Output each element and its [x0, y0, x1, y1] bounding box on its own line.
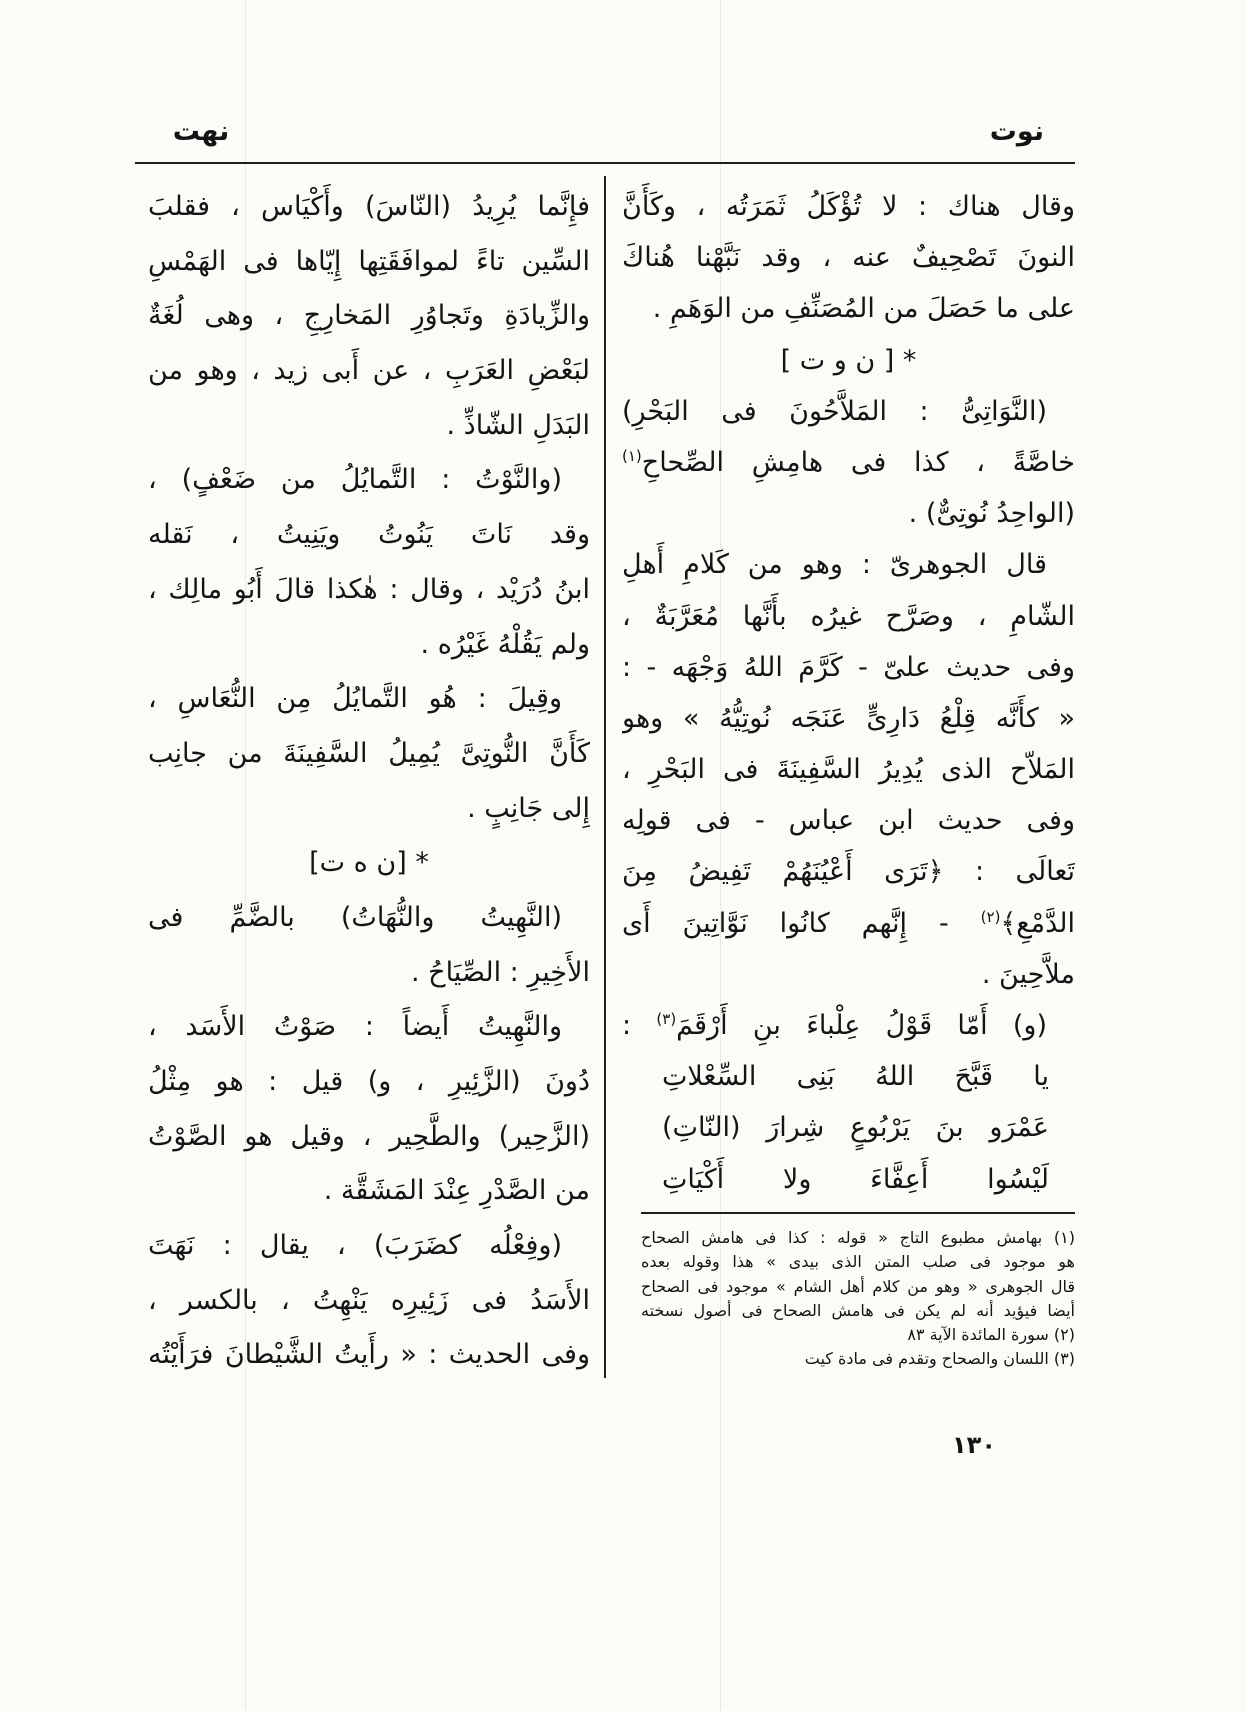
text-line: (وفِعْلُه كضَرَبَ) ، يقال : نَهَتَ: [148, 1230, 562, 1262]
text-line: ملاَّحِينَ .: [981, 958, 1075, 990]
text-line: لبَعْضِ العَرَبِ ، عن أَبى زيد ، وهو من: [148, 355, 590, 387]
footnote-line: (١) بهامش مطبوع التاج « قوله : كذا فى هامش الصحاح: [641, 1228, 1075, 1247]
text-line: ولم يَقُلْهُ غَيْرُه .: [420, 628, 590, 660]
footnote-line: (٣) اللسان والصحاح وتقدم فى مادة كيت: [804, 1349, 1075, 1369]
text-segment: خاصَّةً ، كذا فى هامِشِ الصِّحاحِ: [641, 446, 1075, 478]
text-segment: الدَّمْعِ﴾: [1000, 907, 1075, 939]
text-line: فإِنَّما يُرِيدُ (النّاسَ) وأَكْيَاس ، فقلبَ: [148, 191, 590, 222]
text-line: (الزَّحِير) والطَّحِير ، وقيل هو الصَّوْتُ: [148, 1120, 590, 1152]
footnotes: [641, 1226, 1075, 1372]
verse-line: يا قَبَّحَ اللهُ بَنِى السِّعْلاتِ: [662, 1061, 1049, 1093]
verse-line: لَيْسُوا أَعِفَّاءَ ولا أَكْيَاتِ: [662, 1163, 1049, 1195]
text-line: على ما حَصَلَ من المُصَنِّفِ من الوَهَمِ .: [652, 293, 1075, 325]
text-line: وقال هناك : لا تُؤْكَلُ ثَمَرَتُه ، وكَأَنَّ: [622, 191, 1075, 222]
footnote-marker: (٣): [656, 1010, 677, 1028]
text-line: (النَّوَاتِىُّ : المَلاَّحُونَ فى البَحْرِ): [622, 395, 1047, 427]
text-line: (الواحِدُ نُوتِىٌّ) .: [908, 498, 1075, 530]
text-line: السِّين تاءً لموافَقَتِها إِيّاها فى الهَمْسِ: [148, 245, 590, 277]
text-line: ابنُ دُرَيْد ، وقال : هٰكذا قالَ أَبُو مالِك ،: [148, 573, 590, 605]
text-line: المَلاّح الذى يُدِيرُ السَّفِينَةَ فى البَحْرِ ،: [622, 754, 1075, 786]
right-column: [622, 181, 1075, 1205]
left-column: [148, 180, 590, 1383]
text-line: الأَسَدُ فى زَئِيرِه يَنْهِتُ ، بالكسر ،: [148, 1284, 590, 1316]
text-line: البَدَلِ الشّاذِّ .: [446, 409, 590, 441]
footnote-marker: (٢): [980, 907, 1001, 926]
text-segment: :: [622, 1010, 657, 1041]
footnote-line: قال الجوهرى « وهو من كلام أهل الشام » موجود فى الصحاح: [641, 1276, 1075, 1296]
page-number: ١٣٠: [952, 1431, 996, 1459]
text-line: وقِيلَ : هُو التَّمايُلُ مِن النُّعَاسِ ،: [148, 683, 562, 715]
footnote-line: أيضا فيؤيد أنه لم يكن فى هامش الصحاح فى أصول نسخته: [641, 1300, 1075, 1320]
footnote-rule: [641, 1212, 1075, 1214]
text-segment: (و) أَمّا قَوْلُ عِلْباءَ بنِ أَرْقَمَ: [676, 1010, 1047, 1041]
running-head-left: نهت: [172, 116, 230, 147]
text-line: والنَّهِيتُ أَيضاً : صَوْتُ الأَسَد ،: [148, 1011, 562, 1043]
text-line: كَأَنَّ النُّوتِىَّ يُمِيلُ السَّفِينَةَ من جانِب: [148, 737, 590, 769]
text-line: « كأَنَّه قِلْعُ دَارِىٍّ عَنَجَه نُوتِيُّهُ » وهو: [622, 702, 1075, 734]
text-line: (والنَّوْتُ : التَّمايُلُ من ضَعْفٍ) ،: [148, 464, 562, 496]
text-line: تَعالَى : ﴿تَرَى أَعْيُنَهُمْ تَفِيضُ مِنَ: [622, 856, 1075, 888]
text-line: وفى الحديث : « رأَيتُ الشَّيْطانَ فرَأَيْتُه: [148, 1339, 590, 1371]
footnote-line: (٢) سورة المائدة الآية ٨٣: [907, 1325, 1075, 1345]
verse-line: عَمْرَو بنَ يَرْبُوعٍ شِرارَ (النّاتِ): [662, 1112, 1049, 1144]
text-segment: - إِنَّهم كانُوا نَوَّاتِينَ أَى: [622, 907, 981, 939]
text-line: وفى حديث علىّ - كَرَّمَ اللهُ وَجْهَه - :: [622, 651, 1075, 683]
text-line: والزِّيادَةِ وتَجاوُرِ المَخارِجِ ، وهى لُغَةٌ: [148, 300, 590, 332]
text-line: [622, 898, 1075, 949]
text-line: النونَ تَصْحِيفٌ عنه ، وقد نَبَّهْنا هُناكَ: [622, 242, 1075, 274]
text-line: [622, 437, 1075, 488]
entry-headword: * [ ن و ت ]: [780, 344, 917, 376]
text-line: [622, 1000, 1075, 1051]
text-line: قال الجوهرىّ : وهو من كَلامِ أَهلِ: [622, 549, 1047, 581]
footnote-line: هو موجود فى صلب المتن الذى بيدى » هذا وقوله بعده: [641, 1252, 1075, 1272]
header-rule: [135, 162, 1075, 164]
text-line: وفى حديث ابن عباس - فى قولِه: [622, 805, 1075, 837]
running-head-right: نوت: [989, 116, 1044, 147]
entry-headword: * [ن ه ت]: [309, 847, 429, 879]
column-divider: [604, 176, 606, 1378]
text-line: الأَخِيرِ : الصِّيَاحُ .: [410, 956, 590, 988]
text-line: من الصَّدْرِ عِنْدَ المَشَقَّة .: [323, 1175, 590, 1207]
text-line: إِلى جَانِبٍ .: [467, 792, 590, 824]
footnote-marker: (١): [622, 446, 642, 465]
text-line: دُونَ (الزَّئِيرِ ، و) قيل : هو مِثْلُ: [148, 1066, 590, 1097]
text-line: الشّامِ ، وصَرَّح غيرُه بأَنَّها مُعَرَّبَةٌ ،: [622, 600, 1075, 632]
text-line: وقد نَاتَ يَنُوتُ ويَنِيتُ ، نَقله: [148, 519, 590, 551]
text-line: (النَّهِيتُ والنُّهَاتُ) بالضَّمِّ فى: [148, 901, 562, 933]
